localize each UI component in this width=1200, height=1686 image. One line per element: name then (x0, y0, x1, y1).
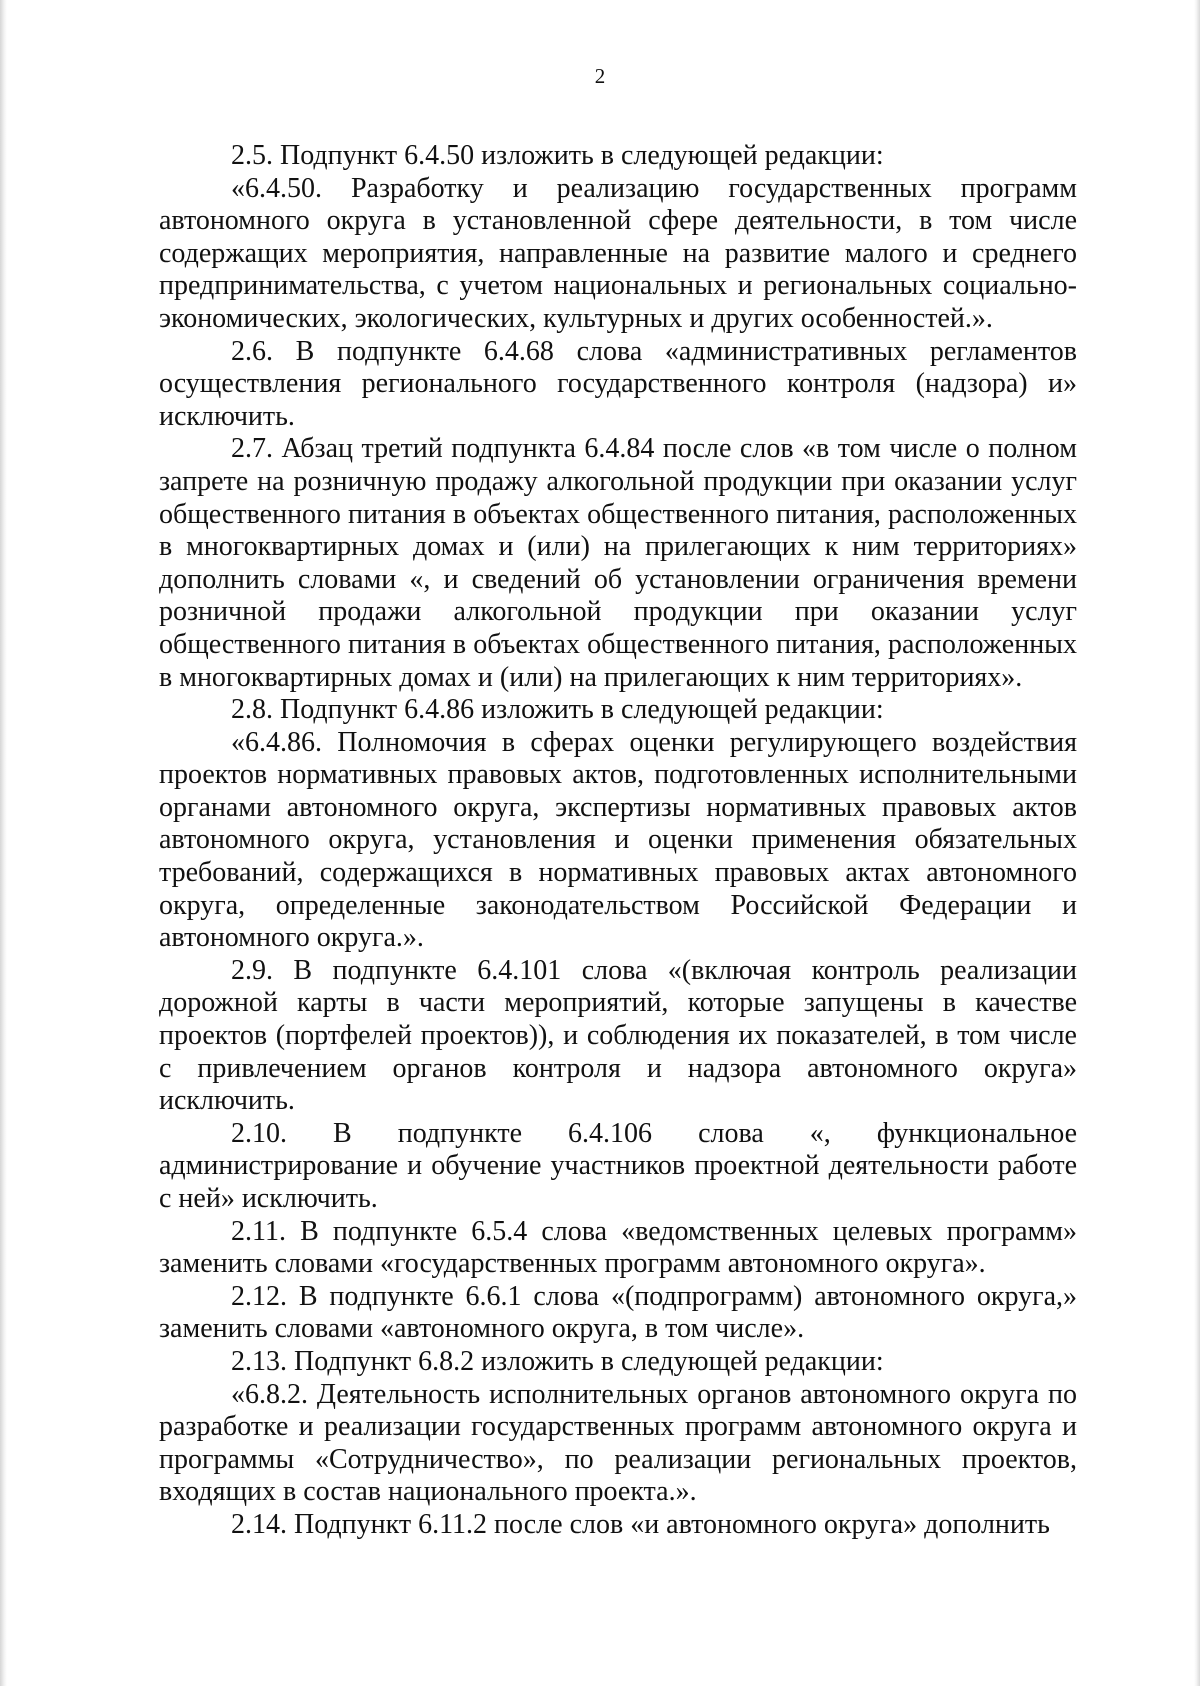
paragraph-6-4-86-text: «6.4.86. Полномочия в сферах оценки регулирующего воздействия проектов нормативных правовых актов, подготовленных исполнительными органами автономного округа, экспертизы нормативных правовых актов автономного округа, установления и оценки применения обязательных требований, содержащихся в нормативных правовых актах автономного округа, определенные законодательством Российской Федерации и автономного округа.». (159, 726, 1077, 954)
paragraph-2-10: 2.10. В подпункте 6.4.106 слова «, функциональное администрирование и обучение участников проектной деятельности работе с ней» исключить. (159, 1117, 1077, 1214)
scan-edge-left (0, 0, 7, 1686)
paragraph-6-4-50-text: «6.4.50. Разработку и реализацию государственных программ автономного округа в установленной сфере деятельности, в том числе содержащих мероприятия, направленные на развитие малого и среднего предпринимательства, с учетом национальных и региональных социально-экономических, экологических, культурных и других особенностей.». (159, 172, 1077, 334)
paragraph-2-8: 2.8. Подпункт 6.4.86 изложить в следующей редакции: (231, 694, 884, 726)
paragraph-2-13: 2.13. Подпункт 6.8.2 изложить в следующей редакции: (231, 1345, 884, 1377)
paragraph-2-14: 2.14. Подпункт 6.11.2 после слов «и автономного округа» дополнить (231, 1508, 1050, 1540)
paragraph-2-6: 2.6. В подпункте 6.4.68 слова «административных регламентов осуществления регионального государственного контроля (надзора) и» исключить. (159, 335, 1077, 432)
paragraph-6-8-2-text: «6.8.2. Деятельность исполнительных органов автономного округа по разработке и реализации государственных программ автономного округа и программы «Сотрудничество», по реализации региональных проектов, входящих в состав национального проекта.». (159, 1378, 1077, 1508)
document-body (159, 140, 1077, 1542)
paragraph-2-5: 2.5. Подпункт 6.4.50 изложить в следующей редакции: (231, 140, 884, 171)
paragraph-2-9: 2.9. В подпункте 6.4.101 слова «(включая контроль реализации дорожной карты в части мероприятий, которые запущены в качестве проектов (портфелей проектов)), и соблюдения их показателей, в том числе с привлечением органов контроля и надзора автономного округа» исключить. (159, 954, 1077, 1117)
page-number: 2 (594, 64, 606, 88)
paragraph-2-11: 2.11. В подпункте 6.5.4 слова «ведомственных целевых программ» заменить словами «государственных программ автономного округа». (159, 1215, 1077, 1280)
scan-edge-right (1194, 0, 1200, 1686)
paragraph-2-7: 2.7. Абзац третий подпункта 6.4.84 после слов «в том числе о полном запрете на розничную продажу алкогольной продукции при оказании услуг общественного питания в объектах общественного питания, расположенных в многоквартирных домах и (или) на прилегающих к ним территориях» дополнить словами «, и сведений об установлении ограничения времени розничной продажи алкогольной продукции при оказании услуг общественного питания в объектах общественного питания, расположенных в многоквартирных домах и (или) на прилегающих к ним территориях». (159, 433, 1077, 693)
paragraph-2-12: 2.12. В подпункте 6.6.1 слова «(подпрограмм) автономного округа,» заменить словами «автономного округа, в том числе». (159, 1280, 1077, 1345)
